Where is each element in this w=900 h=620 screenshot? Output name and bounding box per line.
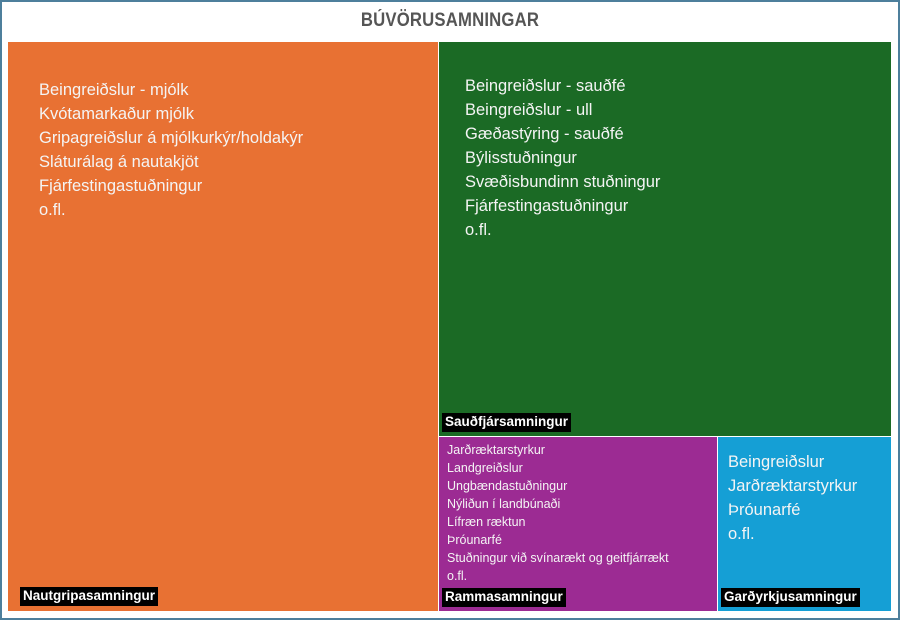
tile-item: Nýliðun í landbúnaði (447, 497, 561, 511)
tile-item: o.fl. (728, 525, 755, 543)
tile-item: Gripagreiðslur á mjólkurkýr/holdakýr (39, 129, 304, 147)
tile-item: Fjárfestingastuðningur (39, 177, 203, 195)
tile-nautgripasamningur (8, 42, 438, 611)
tile-item: Beingreiðslur - sauðfé (465, 77, 626, 95)
tile-label: Garðyrkjusamningur (721, 588, 860, 607)
tile-item: Ungbændastuðningur (447, 479, 568, 493)
tile-item: Þróunarfé (447, 533, 502, 547)
tile-gardyrkjusamningur (718, 437, 891, 611)
tile-item: o.fl. (39, 201, 66, 219)
tile-item: Beingreiðslur (728, 453, 825, 471)
tile-item: Lífræn ræktun (447, 515, 526, 529)
tile-item: Jarðræktarstyrkur (728, 477, 858, 495)
tile-saudfjarsamningur (439, 42, 891, 436)
tile-label: Nautgripasamningur (20, 587, 158, 606)
tile-item: Kvótamarkaður mjólk (39, 105, 194, 123)
tile-label: Sauðfjársamningur (442, 413, 571, 432)
tile-items (39, 78, 303, 222)
tile-item: Stuðningur við svínarækt og geitfjárrækt (447, 551, 669, 565)
tile-item: Beingreiðslur - mjólk (39, 81, 189, 99)
tile-items (728, 450, 857, 546)
tile-item: Jarðræktarstyrkur (447, 443, 545, 457)
tile-item: o.fl. (465, 221, 492, 239)
tile-item: o.fl. (447, 569, 468, 583)
tile-items (465, 74, 660, 242)
tile-items (447, 441, 669, 585)
tile-item: Fjárfestingastuðningur (465, 197, 629, 215)
tile-item: Býlisstuðningur (465, 149, 577, 167)
tile-item: Beingreiðslur - ull (465, 101, 593, 119)
chart-title: BÚVÖRUSAMNINGAR (360, 10, 540, 31)
tile-item: Gæðastýring - sauðfé (465, 125, 624, 143)
tile-item: Landgreiðslur (447, 461, 523, 475)
tile-item: Þróunarfé (728, 501, 801, 519)
tile-item: Svæðisbundinn stuðningur (465, 173, 661, 191)
tile-label: Rammasamningur (442, 588, 566, 607)
tile-item: Sláturálag á nautakjöt (39, 153, 199, 171)
tile-rammasamningur (439, 437, 717, 611)
